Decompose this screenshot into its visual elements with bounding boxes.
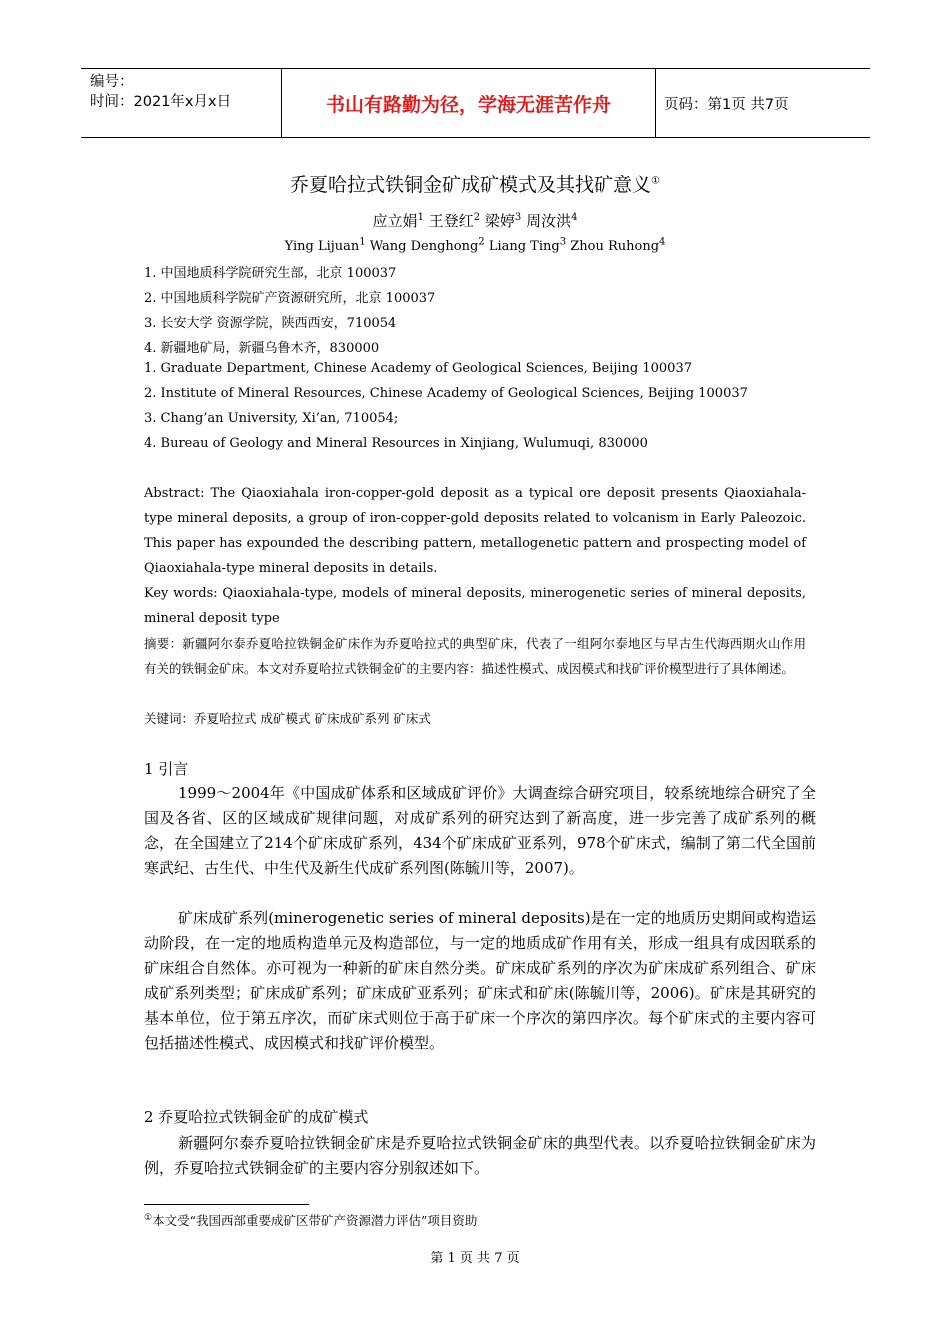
abstract-cn: 摘要：新疆阿尔泰乔夏哈拉铁铜金矿床作为乔夏哈拉式的典型矿床，代表了一组阿尔泰地区与早古生代海西期火山作用有关的铁铜金矿床。本文对乔夏哈拉式铁铜金矿的主要内容：描述性模式、成因模式和找矿评价模型进行了具体阐述。: [144, 636, 806, 676]
section-heading: 2 乔夏哈拉式铁铜金矿的成矿模式: [144, 1108, 369, 1126]
paper-title: [0, 170, 950, 197]
keywords-en: Key words: Qiaoxiahala-type, models of mineral deposits, minerogenetic series of mineral deposits, mineral deposit type: [144, 586, 806, 626]
paper-title-text: 乔夏哈拉式铁铜金矿成矿模式及其找矿意义: [290, 174, 652, 196]
author-en: Zhou Ruhong$^4$: [570, 237, 666, 255]
doc-number-label: 编号：: [90, 74, 134, 90]
header-motto: 书山有路勤为径，学海无涯苦作舟: [281, 69, 656, 137]
authors-cn: [0, 210, 950, 231]
body-paragraph: 矿床成矿系列(minerogenetic series of mineral deposits)是在一定的地质历史期间或构造运动阶段，在一定的地质构造单元及构造部位，与一定的地质成矿作用有关，形成一组具有成因联系的矿床组合自然体。亦可视为一种新的矿床自然分类。矿床成矿系列的序次为矿床成矿系列组合、矿床成矿系列类型；矿床成矿系列；矿床成矿亚系列；矿床式和矿床(陈毓川等，2006)。矿床是其研究的基本单位，位于第五序次，而矿床式则位于高于矿床一个序次的第四序次。每个矿床式的主要内容可包括描述性模式、成因模式和找矿评价模型。: [144, 909, 816, 1052]
affiliation: 4. 新疆地矿局，新疆乌鲁木齐，830000: [144, 341, 380, 356]
body-paragraph: 新疆阿尔泰乔夏哈拉铁铜金矿床是乔夏哈拉式铁铜金矿床的典型代表。以乔夏哈拉铁铜金矿床为例，乔夏哈拉式铁铜金矿的主要内容分别叙述如下。: [144, 1134, 816, 1177]
title-footnote-mark: ①: [651, 175, 660, 187]
author-cn: 周汝洪$^4$: [526, 212, 578, 230]
doc-time-label: 时间：2021年x月x日: [90, 94, 232, 110]
page-header: [81, 68, 870, 138]
affiliation: 3. Chang’an University, Xi’an, 710054;: [144, 411, 399, 426]
affiliation: 3. 长安大学 资源学院，陕西西安，710054: [144, 316, 397, 331]
authors-en: [0, 237, 950, 254]
author-en: Ying Lijuan$^1$: [284, 237, 366, 255]
section-heading: 1 引言: [144, 760, 189, 778]
affiliation: 2. 中国地质科学院矿产资源研究所，北京 100037: [144, 291, 436, 306]
author-cn: 应立娟$^1$: [372, 212, 424, 230]
footnote-mark: ①: [144, 1212, 153, 1223]
footnote: [144, 1211, 477, 1229]
affiliation: 4. Bureau of Geology and Mineral Resources in Xinjiang, Wulumuqi, 830000: [144, 436, 648, 451]
abstract-en: Abstract: The Qiaoxiahala iron-copper-gold deposit as a typical ore deposit presents Qiaoxiahala-type mineral deposits, a group of iron-copper-gold deposits related to volcanism in Early Paleozoic. This paper has expounded the describing pattern, metallogenetic pattern and prospecting model of Qiaoxiahala-type mineral deposits in details.: [144, 486, 806, 576]
author-en: Wang Denghong$^2$: [369, 237, 485, 255]
author-cn: 王登红$^2$: [428, 212, 481, 230]
keywords-cn: 关键词：乔夏哈拉式 成矿模式 矿床成矿系列 矿床式: [144, 711, 431, 726]
author-en: Liang Ting$^3$: [488, 237, 567, 255]
affiliation: 1. 中国地质科学院研究生部，北京 100037: [144, 266, 397, 281]
header-info: [90, 72, 231, 112]
footnote-divider: [144, 1204, 309, 1205]
affiliation: 2. Institute of Mineral Resources, Chinese Academy of Geological Sciences, Beijing 100037: [144, 386, 748, 401]
page-footer: 第 1 页 共 7 页: [430, 1251, 520, 1266]
header-page-label: 页码：第1页 共7页: [664, 97, 789, 113]
footnote-text: 本文受“我国西部重要成矿区带矿产资源潜力评估”项目资助: [152, 1213, 478, 1228]
affiliation: 1. Graduate Department, Chinese Academy of Geological Sciences, Beijing 100037: [144, 361, 692, 376]
body-paragraph: 1999～2004年《中国成矿体系和区域成矿评价》大调查综合研究项目，较系统地综合研究了全国及各省、区的区域成矿规律问题，对成矿系列的研究达到了新高度，进一步完善了成矿系列的概念，在全国建立了214个矿床成矿系列，434个矿床成矿亚系列，978个矿床式，编制了第二代全国前寒武纪、古生代、中生代及新生代成矿系列图(陈毓川等，2007)。: [144, 784, 816, 877]
author-cn: 梁婷$^3$: [484, 212, 522, 230]
